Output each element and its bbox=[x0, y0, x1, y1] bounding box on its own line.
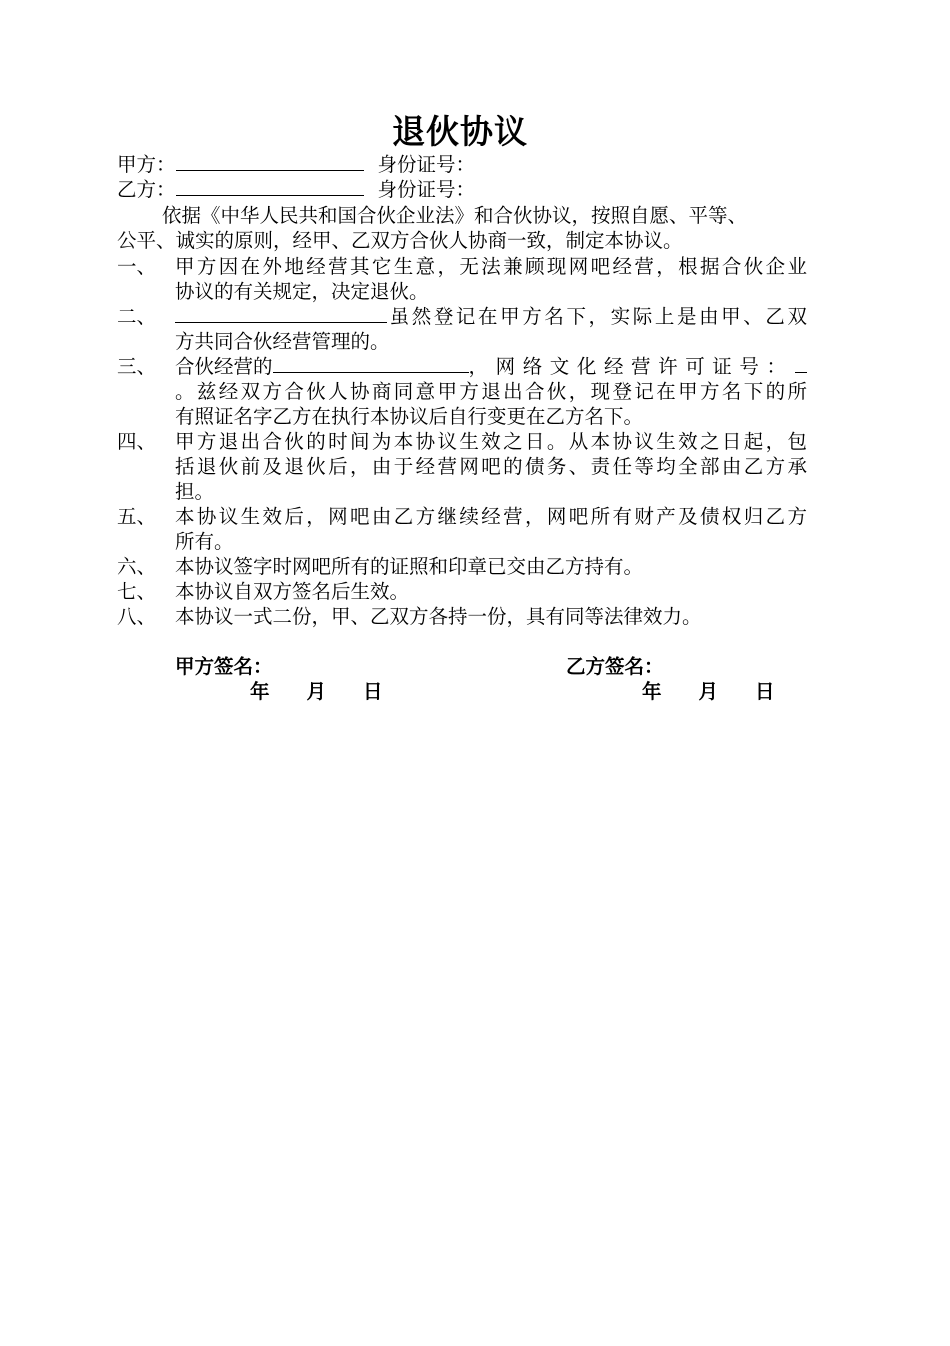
clause-8-text: 本协议一式二份，甲、乙双方各持一份，具有同等法律效力。 bbox=[175, 605, 702, 628]
clause-6-text: 本协议签字时网吧所有的证照和印章已交由乙方持有。 bbox=[175, 555, 644, 578]
clause-4-text: 甲方退出合伙的时间为本协议生效之日。从本协议生效之日起，包 括退伙前及退伙后，由于经营网吧的债务、责任等均全部由乙方承 担。 bbox=[175, 430, 807, 503]
party-a-signature-label: 甲方签名： bbox=[175, 655, 273, 678]
party-a-label: 甲方： bbox=[117, 153, 176, 176]
clause-1-text: 甲方因在外地经营其它生意，无法兼顾现网吧经营，根据合伙企业 协议的有关规定，决定退伙。 bbox=[175, 255, 807, 303]
internet-cafe-name-blank[interactable] bbox=[273, 354, 469, 373]
party-b-id-label: 身份证号： bbox=[377, 178, 476, 201]
clause-6-number: 六、 bbox=[117, 555, 157, 578]
clause-2-number: 二、 bbox=[117, 305, 157, 328]
party-b-date-year: 年 bbox=[642, 680, 662, 703]
clause-1-number: 一、 bbox=[117, 255, 157, 278]
party-b-name-blank[interactable] bbox=[176, 177, 364, 196]
party-b-date-day: 日 bbox=[755, 680, 775, 703]
document-title: 退伙协议 bbox=[392, 112, 528, 151]
clause-7-number: 七、 bbox=[117, 580, 157, 603]
clause-8-number: 八、 bbox=[117, 605, 157, 628]
license-number-blank[interactable] bbox=[795, 354, 807, 373]
party-a-date-month: 月 bbox=[306, 680, 327, 703]
clause-7-text: 本协议自双方签名后生效。 bbox=[175, 580, 410, 603]
preamble-line-1: 依据《中华人民共和国合伙企业法》和合伙协议，按照自愿、平等、 bbox=[162, 204, 748, 227]
party-b-date-month: 月 bbox=[698, 680, 719, 703]
party-a-name-blank[interactable] bbox=[176, 152, 364, 171]
party-a-date-day: 日 bbox=[363, 680, 383, 703]
clause-2-text: 虽然登记在甲方名下，实际上是由甲、乙双 方共同合伙经营管理的。 bbox=[175, 305, 807, 353]
party-a-id-label: 身份证号： bbox=[377, 153, 476, 176]
party-a-date bbox=[250, 679, 383, 704]
party-b-signature-label: 乙方签名： bbox=[566, 655, 664, 678]
party-a-line bbox=[117, 152, 475, 177]
clause-4-number: 四、 bbox=[117, 430, 157, 453]
clause-5-text: 本协议生效后，网吧由乙方继续经营，网吧所有财产及债权归乙方 所有。 bbox=[175, 505, 807, 553]
party-a-date-year: 年 bbox=[250, 680, 270, 703]
preamble-line-2: 公平、诚实的原则，经甲、乙双方合伙人协商一致，制定本协议。 bbox=[117, 229, 683, 252]
party-b-label: 乙方： bbox=[117, 178, 176, 201]
clause-5-number: 五、 bbox=[117, 505, 157, 528]
party-b-date bbox=[642, 679, 775, 704]
party-b-line bbox=[117, 177, 475, 202]
business-name-blank[interactable] bbox=[175, 304, 387, 323]
clause-3-number: 三、 bbox=[117, 355, 157, 378]
clause-3-text: 合伙经营的 ，网络文化经营许可证号： 。兹经双方合伙人协商同意甲方退出合伙，现登记在甲方名下的所 有照证名字乙方在执行本协议后自行变更在乙方名下。 bbox=[175, 355, 807, 428]
